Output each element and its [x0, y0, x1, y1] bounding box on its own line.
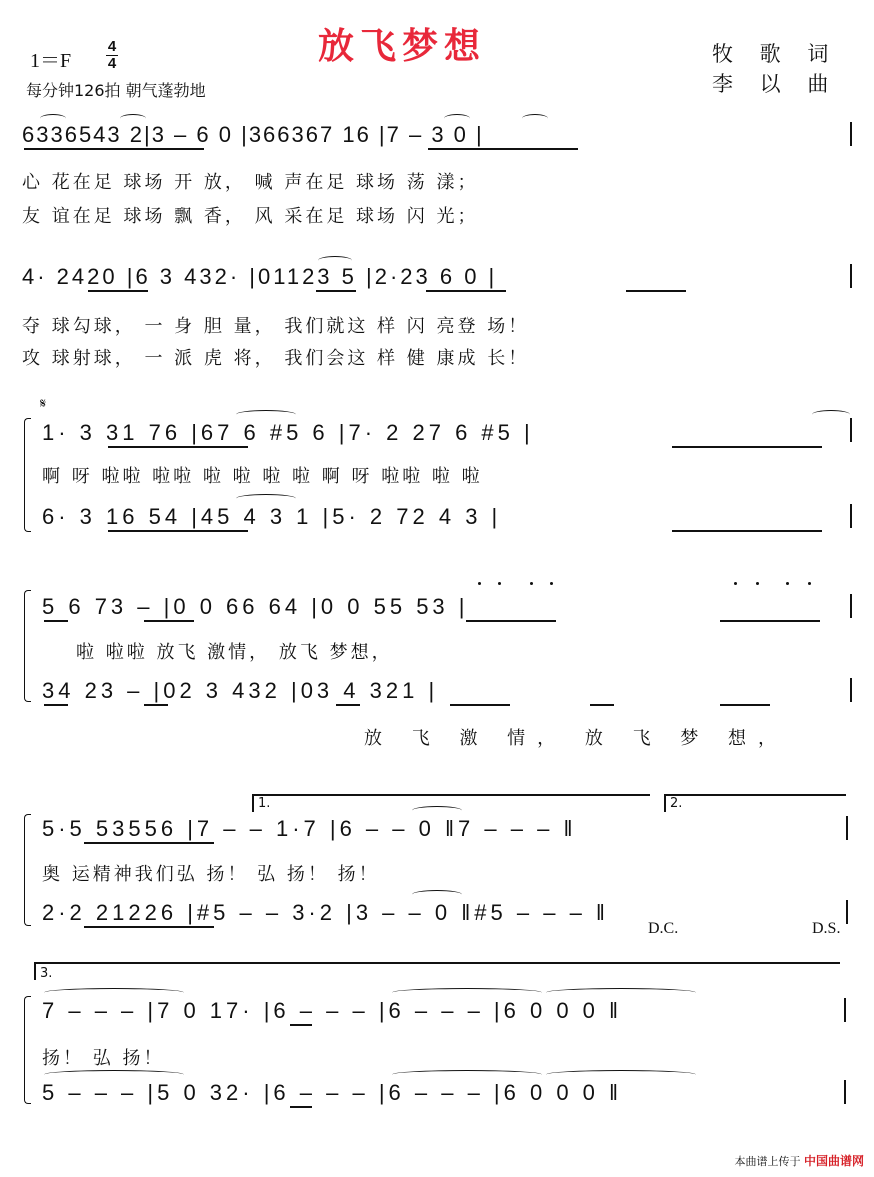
footer-upload-text: 本曲谱上传于 — [734, 1155, 801, 1168]
slur — [236, 494, 296, 503]
tie — [546, 988, 696, 997]
high-octave-dot — [734, 582, 737, 585]
system-4-lower-lyric: 放 飞 激 情， 放 飞 梦 想， — [364, 728, 789, 749]
underline — [590, 704, 614, 706]
underline — [84, 842, 214, 844]
high-octave-dot — [530, 582, 533, 585]
system-1-lyric-verse-2: 友 谊在足 球场 飘 香， 风 采在足 球场 闪 光； — [22, 206, 479, 227]
underline — [336, 704, 360, 706]
score-brace — [24, 814, 31, 926]
system-5-lower-notes: 2·2 21226 |#5 – – 3·2 |3 – – 0 ‖#5 – – – ‖ — [42, 900, 610, 925]
tie — [392, 1070, 542, 1079]
underline — [316, 290, 356, 292]
volta-ending-1: 1. — [258, 796, 271, 811]
system-5-upper-notes: 5·5 53556 |7 – – 1·7 |6 – – 0 ‖7 – – – ‖ — [42, 816, 577, 841]
segno-sign: 𝄋 — [40, 396, 47, 412]
volta-bracket-2 — [664, 794, 846, 796]
underline — [108, 530, 248, 532]
song-title: 放飞梦想 — [318, 26, 487, 67]
barline — [850, 504, 852, 528]
underline — [672, 446, 822, 448]
system-1-notes: 6336543 2|3 – 6 0 |366367 16 |7 – 3 0 | — [22, 122, 484, 147]
underline — [428, 148, 578, 150]
underline — [144, 620, 194, 622]
slur — [318, 256, 352, 265]
slur — [236, 410, 296, 419]
volta-ending-3: 3. — [40, 966, 53, 981]
volta-bracket-3-edge — [34, 962, 36, 980]
volta-ending-2: 2. — [670, 796, 683, 811]
system-2-lyric-verse-2: 攻 球射球， 一 派 虎 将， 我们会这 样 健 康成 长！ — [22, 348, 530, 369]
tie — [392, 988, 542, 997]
volta-bracket-1 — [252, 794, 650, 796]
underline — [44, 704, 68, 706]
system-2-notes: 4· 2420 |6 3 432· |01123 5 |2·23 6 0 | — [22, 264, 498, 289]
system-6-upper-notes: 7 – – – |7 0 17· |6 – – – |6 – – – |6 0 0 0 ‖ — [42, 998, 623, 1023]
lyricist-credit: 牧 歌 词 — [712, 42, 839, 66]
tie — [546, 1070, 696, 1079]
slur — [120, 114, 146, 123]
tie — [44, 988, 184, 997]
underline — [466, 620, 556, 622]
score-brace — [24, 590, 31, 702]
system-1-lyric-verse-1: 心 花在足 球场 开 放， 喊 声在足 球场 荡 漾； — [22, 172, 479, 193]
footer-watermark — [734, 1152, 864, 1169]
score-brace — [24, 996, 31, 1104]
barline — [850, 594, 852, 618]
system-5-lyric: 奥 运精神我们弘 扬！ 弘 扬！ 扬！ — [42, 864, 380, 885]
underline — [720, 704, 770, 706]
tempo-marking: 每分钟126拍 朝气蓬勃地 — [26, 81, 206, 100]
high-octave-dot — [498, 582, 501, 585]
slur — [444, 114, 470, 123]
final-barline — [844, 1080, 846, 1104]
volta-bracket-3 — [34, 962, 840, 964]
system-3-lower-notes: 6· 3 16 54 |45 4 3 1 |5· 2 72 4 3 | — [42, 504, 502, 529]
high-octave-dot — [756, 582, 759, 585]
underline — [88, 290, 148, 292]
high-octave-dot — [808, 582, 811, 585]
slur — [522, 114, 548, 123]
slur — [40, 114, 66, 123]
dal-segno-mark: D.S. — [812, 920, 841, 937]
slur — [412, 806, 462, 815]
time-signature-bottom: 4 — [107, 55, 117, 72]
barline — [850, 122, 852, 146]
underline — [290, 1106, 312, 1108]
volta-bracket-1-edge — [252, 794, 254, 812]
final-barline — [846, 816, 848, 840]
key-signature: 1＝F — [30, 50, 72, 72]
system-6-lower-notes: 5 – – – |5 0 32· |6 – – – |6 – – – |6 0 0 0 ‖ — [42, 1080, 623, 1105]
underline — [144, 704, 168, 706]
barline — [850, 418, 852, 442]
system-3-lyric: 啊 呀 啦啦 啦啦 啦 啦 啦 啦 啊 呀 啦啦 啦 啦 — [42, 466, 483, 487]
high-octave-dot — [786, 582, 789, 585]
site-logo-text[interactable]: 中国曲谱网 — [803, 1154, 864, 1168]
slur — [412, 890, 462, 899]
system-4-lower-notes: 34 23 – |02 3 432 |03 4 321 | — [42, 678, 439, 703]
composer-credit: 李 以 曲 — [712, 72, 839, 96]
underline — [426, 290, 506, 292]
system-3-upper-notes: 1· 3 31 76 |67 6 #5 6 |7· 2 27 6 #5 | — [42, 420, 534, 445]
underline — [626, 290, 686, 292]
score-brace — [24, 418, 31, 532]
final-barline — [846, 900, 848, 924]
underline — [290, 1024, 312, 1026]
high-octave-dot — [478, 582, 481, 585]
underline — [44, 620, 68, 622]
time-signature — [106, 40, 118, 71]
underline — [108, 446, 248, 448]
slur — [812, 410, 850, 419]
system-4-upper-lyric: 啦 啦啦 放飞 激情， 放飞 梦想， — [76, 642, 393, 663]
volta-bracket-2-edge — [664, 794, 666, 812]
final-barline — [844, 998, 846, 1022]
da-capo-mark: D.C. — [648, 920, 679, 937]
barline — [850, 678, 852, 702]
tie — [44, 1070, 184, 1079]
system-6-lyric: 扬！ 弘 扬！ — [42, 1048, 165, 1069]
underline — [672, 530, 822, 532]
high-octave-dot — [550, 582, 553, 585]
underline — [720, 620, 820, 622]
system-2-lyric-verse-1: 夺 球勾球， 一 身 胆 量， 我们就这 样 闪 亮登 场！ — [22, 316, 530, 337]
system-4-upper-notes: 5 6 73 – |0 0 66 64 |0 0 55 53 | — [42, 594, 469, 619]
underline — [84, 926, 214, 928]
underline — [24, 148, 204, 150]
barline — [850, 264, 852, 288]
underline — [450, 704, 510, 706]
time-signature-top: 4 — [107, 38, 117, 55]
